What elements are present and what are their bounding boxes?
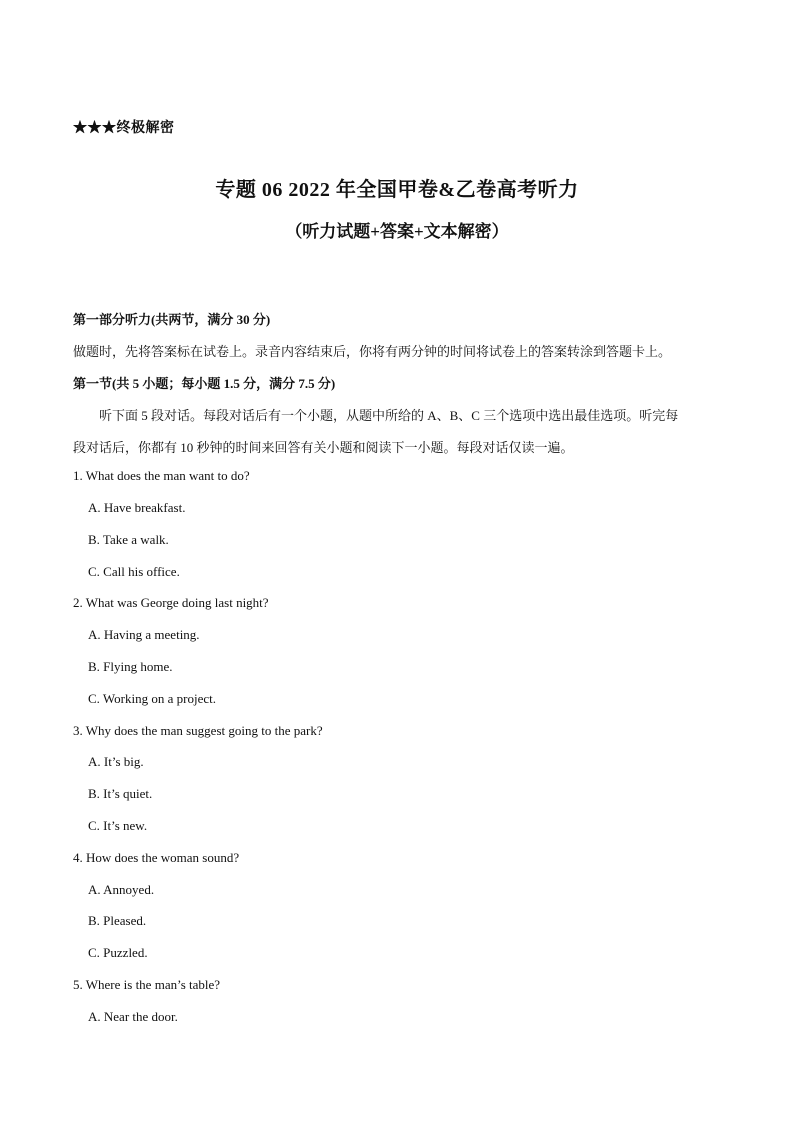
question-4-option-c: C. Puzzled. (88, 945, 148, 960)
question-1: 1. What does the man want to do? (73, 468, 250, 483)
question-4: 4. How does the woman sound? (73, 850, 240, 865)
question-4-option-a: A. Annoyed. (88, 882, 155, 897)
question-5-option-a: A. Near the door. (88, 1009, 178, 1024)
part1-instruction: 做题时，先将答案标在试卷上。录音内容结束后，你将有两分钟的时间将试卷上的答案转涂到答题卡上。 (73, 344, 672, 359)
question-2-option-c: C. Working on a project. (88, 691, 216, 706)
question-4-option-b: B. Pleased. (88, 913, 147, 928)
question-3-option-c: C. It’s new. (88, 818, 148, 833)
document-title: 专题 06 2022 年全国甲卷&乙卷高考听力 (215, 179, 579, 201)
question-3: 3. Why does the man suggest going to the park? (73, 723, 323, 738)
question-2: 2. What was George doing last night? (73, 595, 269, 610)
question-3-option-a: A. It’s big. (88, 754, 144, 769)
question-5: 5. Where is the man’s table? (73, 977, 221, 992)
document-subtitle: （听力试题+答案+文本解密） (285, 222, 509, 241)
part1-heading: 第一部分听力(共两节，满分 30 分) (73, 312, 271, 327)
question-3-option-b: B. It’s quiet. (88, 786, 153, 801)
section1-instruction-line2: 段对话后，你都有 10 秒钟的时间来回答有关小题和阅读下一小题。每段对话仅读一遍。 (73, 440, 574, 455)
question-1-option-b: B. Take a walk. (88, 532, 169, 547)
question-1-option-c: C. Call his office. (88, 564, 180, 579)
question-1-option-a: A. Have breakfast. (88, 500, 186, 515)
question-2-option-b: B. Flying home. (88, 659, 173, 674)
rating-badge: ★★★终极解密 (73, 121, 175, 136)
question-2-option-a: A. Having a meeting. (88, 627, 200, 642)
section1-instruction-line1: 听下面 5 段对话。每段对话后有一个小题，从题中所给的 A、B、C 三个选项中选出最佳选项。听完每 (99, 408, 679, 423)
section1-heading: 第一节(共 5 小题；每小题 1.5 分，满分 7.5 分) (73, 376, 336, 391)
